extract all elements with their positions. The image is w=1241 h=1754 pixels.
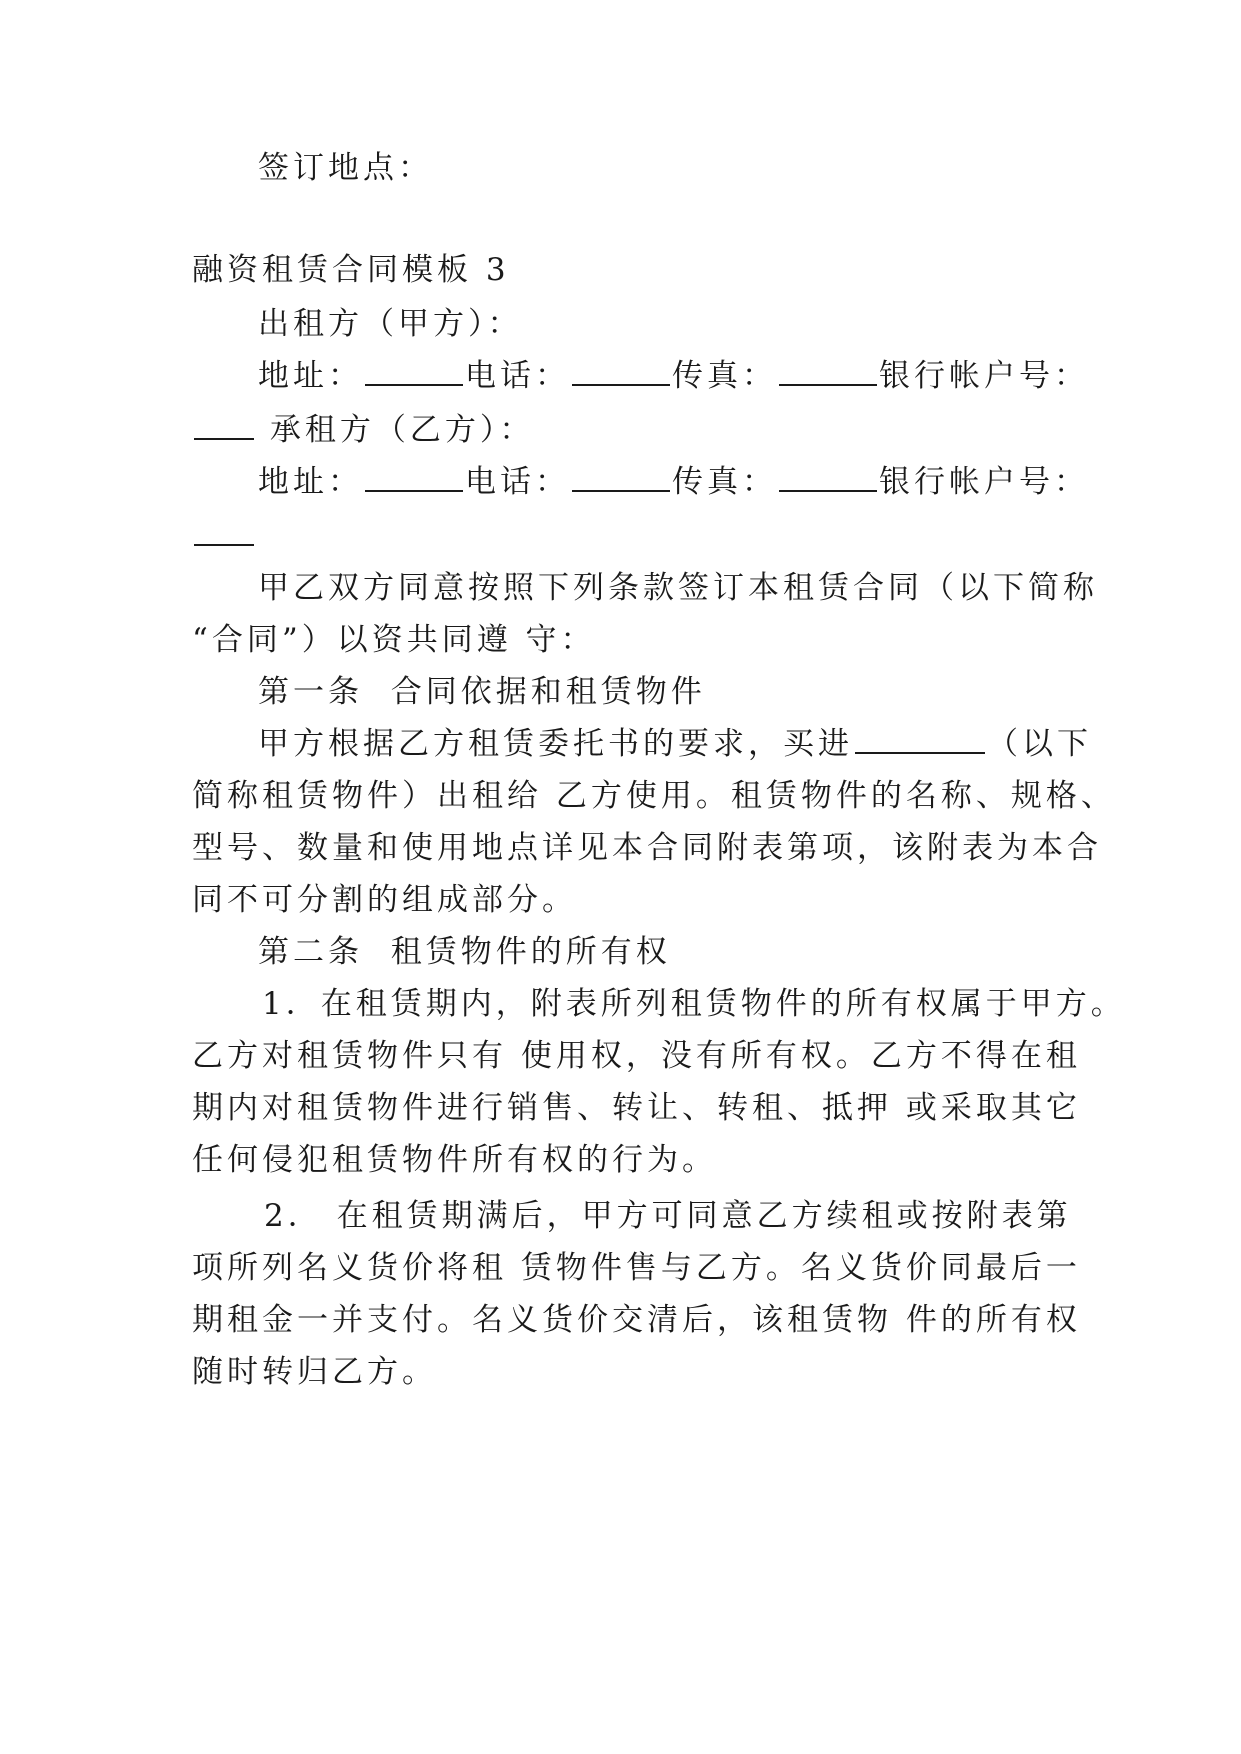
lessee-contact-line (258, 462, 1089, 502)
article2-item1-line-3: 期内对租赁物件进行销售、转让、转租、抵押 或采取其它 (192, 1090, 1081, 1126)
fax-label: 传真： (672, 464, 777, 500)
phone-label: 电话： (465, 464, 570, 500)
address-blank (365, 358, 463, 386)
article2-item2-line-1: 2． 在租赁期满后，甲方可同意乙方续租或按附表第 (264, 1198, 1072, 1234)
article1-line-3: 型号、数量和使用地点详见本合同附表第项，该附表为本合 (192, 830, 1102, 866)
bank-label: 银行帐户号： (879, 464, 1089, 500)
fax-blank (779, 358, 877, 386)
intro-line-1: 甲乙双方同意按照下列条款签订本租赁合同（以下简称 (258, 570, 1098, 606)
article2-title: 第二条 租赁物件的所有权 (258, 934, 671, 970)
lessee-bank-blank-line (192, 516, 256, 556)
article2-item2-line-4: 随时转归乙方。 (192, 1354, 437, 1390)
phone-label: 电话： (465, 358, 570, 394)
article1-title: 第一条 合同依据和租赁物件 (258, 674, 706, 710)
item-blank (855, 726, 985, 754)
article2-item2-line-3: 期租金一并支付。名义货价交清后，该租赁物 件的所有权 (192, 1302, 1081, 1338)
bank-label: 银行帐户号： (879, 358, 1089, 394)
lessee-label: 承租方（乙方）： (269, 412, 535, 448)
phone-blank (572, 358, 670, 386)
lessor-contact-line (258, 356, 1089, 396)
lessee-line (192, 410, 534, 450)
fax-label: 传真： (672, 358, 777, 394)
bank-blank (194, 412, 254, 440)
article1-line-1 (258, 724, 1092, 764)
fax-blank (779, 464, 877, 492)
intro-line-2: “合同”）以资共同遵 守： (192, 622, 596, 658)
address-blank (365, 464, 463, 492)
article1-text-a: 甲方根据乙方租赁委托书的要求，买进 (258, 726, 853, 762)
address-label: 地址： (258, 358, 363, 394)
article2-item1-line-2: 乙方对租赁物件只有 使用权，没有所有权。乙方不得在租 (192, 1038, 1081, 1074)
article1-line-4: 同不可分割的组成部分。 (192, 882, 577, 918)
article1-line-2: 简称租赁物件）出租给 乙方使用。租赁物件的名称、规格、 (192, 778, 1116, 814)
article2-item2-line-2: 项所列名义货价将租 赁物件售与乙方。名义货价同最后一 (192, 1250, 1081, 1286)
address-label: 地址： (258, 464, 363, 500)
phone-blank (572, 464, 670, 492)
signing-place-line: 签订地点： (258, 150, 433, 186)
bank-blank (194, 518, 254, 546)
article2-item1-line-4: 任何侵犯租赁物件所有权的行为。 (192, 1142, 717, 1178)
lessor-label: 出租方（甲方）： (258, 306, 523, 342)
article1-text-b: （以下 (987, 726, 1092, 762)
contract-title: 融资租赁合同模板 3 (192, 252, 510, 288)
article2-item1-line-1: 1．在租赁期内，附表所列租赁物件的所有权属于甲方。 (262, 986, 1126, 1022)
